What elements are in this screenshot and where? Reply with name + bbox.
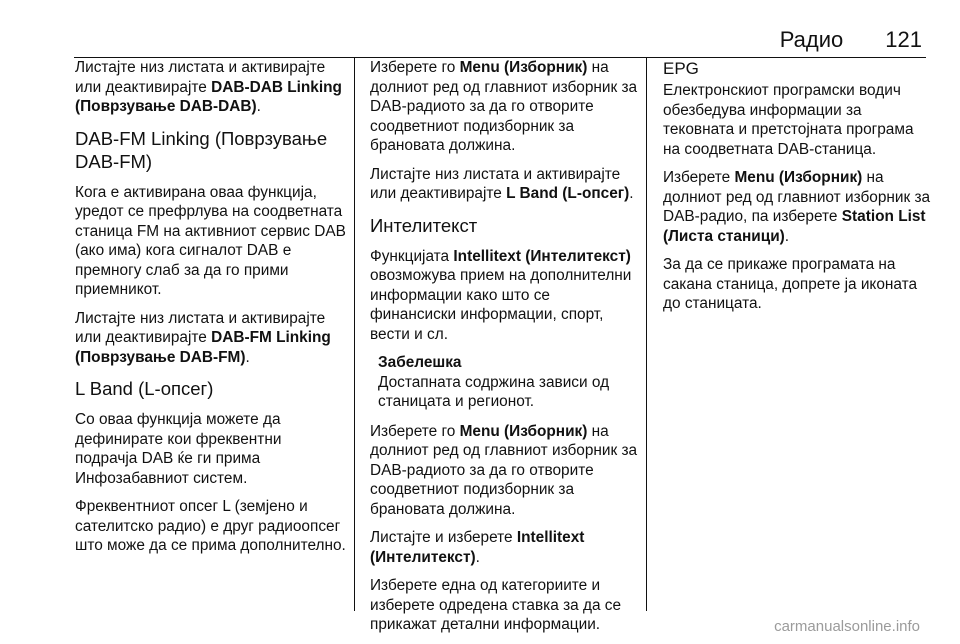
- section-title: Радио: [779, 27, 844, 52]
- paragraph: Листајте низ листата и активирајте или деактивирајте DAB-DAB Linking (Поврзување DAB-DAB).: [75, 59, 342, 115]
- note-box: [378, 353, 638, 412]
- paragraph: Листајте и изберете Intellitext (Интелитекст).: [370, 529, 585, 566]
- column-2: [370, 58, 638, 644]
- watermark: carmanualsonline.info: [774, 618, 920, 635]
- paragraph: Листајте низ листата и активирајте или деактивирајте L Band (L-опсег).: [370, 165, 634, 202]
- column-3: [663, 58, 931, 323]
- page-header: [0, 26, 922, 54]
- column-divider-2: [646, 58, 647, 611]
- column-1: [75, 58, 347, 565]
- note-title: Забелешка: [378, 354, 462, 371]
- note-text: Достапната содржина зависи од станицата и регионот.: [378, 373, 610, 410]
- section-heading: EPG: [663, 59, 699, 78]
- column-divider-1: [354, 58, 355, 611]
- paragraph: Изберете го Menu (Изборник) на долниот ред од главниот изборник за DAB-радиото за да го отворите соодветниот подизборник за брановата должина.: [370, 422, 638, 518]
- paragraph: Изберете го Menu (Изборник) на долниот ред од главниот изборник за DAB-радиото за да го отворите соодветниот подизборник за брановата должина.: [370, 59, 638, 154]
- paragraph: Кога е активирана оваа функција, уредот се префрлува на соодветната станица FM на активниот сервис DAB (ако има) кога сигналот DAB е премногу слаб за да го прими приемникот.: [75, 183, 346, 298]
- paragraph: Изберете Menu (Изборник) на долниот ред од главниот изборник за DAB-радио, па изберете Station List (Листа станици).: [663, 169, 931, 245]
- paragraph: Со оваа функција можете да дефинирате кои фреквентни подрачја DAB ќе ги прима Инфозабавниот систем.: [75, 411, 282, 487]
- paragraph: Фреквентниот опсег L (земјено и сателитско радио) е друг радиоопсег што може да се прима дополнително.: [75, 498, 346, 554]
- section-heading: Интелитекст: [370, 214, 478, 236]
- paragraph: Функцијата Intellitext (Интелитекст) овозможува прием на дополнителни информации како што се финансиски информации, спорт, вести и сл.: [370, 247, 632, 343]
- paragraph: Електронскиот програмски водич обезбедува информации за тековната и претстојната програма на соодветната DAB-станица.: [663, 82, 914, 158]
- paragraph: Изберете една од категориите и изберете одредена ставка за да се прикажат детални информации.: [370, 577, 622, 633]
- section-heading: DAB-FM Linking (Поврзување DAB-FM): [75, 127, 328, 172]
- section-heading: L Band (L-опсег): [75, 378, 214, 399]
- page-number: 121: [885, 27, 922, 52]
- paragraph: За да се прикаже програмата на сакана станица, допрете ја иконата до станицата.: [663, 256, 918, 312]
- paragraph: Листајте низ листата и активирајте или деактивирајте DAB-FM Linking (Поврзување DAB-FM).: [75, 309, 331, 366]
